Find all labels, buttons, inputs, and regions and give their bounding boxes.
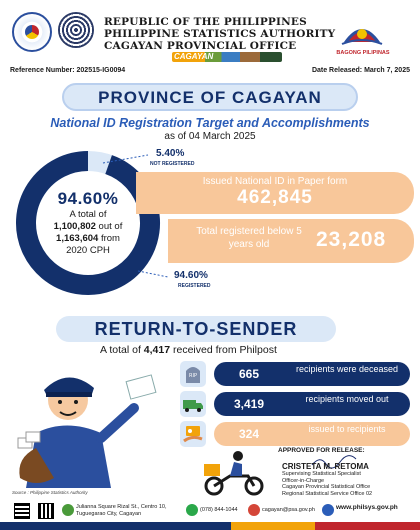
bagong-pilipinas-logo-icon — [338, 14, 386, 48]
delivery-rider-icon — [200, 446, 270, 496]
paper-id-value: 462,845 — [237, 187, 313, 208]
below-five-label: Total registered below 5 years old — [196, 226, 302, 250]
address-line-2: Tuguegarao City, Cagayan — [76, 510, 142, 517]
reference-number: Reference Number: 202515-IG0094 — [10, 67, 126, 74]
issued-value: 324 — [214, 422, 284, 446]
donut-line-1: A total of — [69, 209, 107, 220]
below-five-value: 23,208 — [316, 228, 387, 251]
rts-row-moved-out — [180, 392, 414, 416]
approved-heading: APPROVED FOR RELEASE: — [278, 447, 365, 454]
province-title-banner — [62, 83, 358, 111]
location-icon — [62, 504, 74, 516]
org-name — [104, 16, 344, 52]
as-of-date: as of 04 March 2025 — [164, 131, 256, 142]
return-to-sender-title: RETURN-TO-SENDER — [94, 319, 298, 339]
donut-line-3 — [30, 233, 146, 245]
donut-center-text — [30, 189, 146, 257]
rts-row-issued — [180, 422, 414, 446]
bagong-pilipinas-text: BAGONG PILIPINAS — [336, 50, 390, 56]
email-icon — [248, 504, 260, 516]
subtitle: National ID Registration Target and Accomplishments — [50, 116, 370, 130]
paper-id-pill — [136, 172, 414, 214]
footer-address — [76, 504, 167, 517]
org-line-3: CAGAYAN PROVINCIAL OFFICE — [104, 40, 297, 52]
moving-truck-icon — [180, 391, 206, 417]
registered-count: 1,100,802 — [53, 221, 96, 232]
approver-title-3: Cagayan Provincial Statistical Office — [282, 484, 371, 490]
below-five-pill — [168, 219, 414, 263]
rts-total-value: 4,417 — [143, 344, 171, 356]
donut-line-4: 2020 CPH — [66, 245, 110, 256]
donut-line-2 — [30, 221, 146, 233]
date-released: Date Released: March 7, 2025 — [311, 67, 410, 74]
not-registered-pct: 5.40% — [156, 148, 185, 159]
source-note: Source : Philippine Statistics Authority — [12, 490, 88, 495]
address-line-1: Julianna Square Rizal St., Centro 10, — [76, 504, 167, 510]
footer-website[interactable]: www.philsys.gov.ph — [336, 504, 398, 511]
cagayan-banner-word: CAGAYAN — [174, 52, 214, 61]
mailman-illustration-icon — [6, 338, 166, 488]
paper-id-label: Issued National ID in Paper form — [202, 176, 348, 187]
bottom-color-stripe — [0, 522, 420, 530]
target-count: 1,163,604 — [56, 233, 99, 244]
rts-total-prefix: A total of — [100, 344, 144, 356]
approver-title-2: Officer-in-Charge — [282, 477, 325, 484]
approver-titles — [282, 471, 418, 497]
psa-seal-icon — [12, 12, 52, 52]
footer-phone[interactable]: (078) 844-1044 — [200, 507, 238, 513]
moved-out-value: 3,419 — [214, 392, 284, 416]
not-registered-label: NOT REGISTERED — [150, 161, 195, 167]
org-line-1: REPUBLIC OF THE PHILIPPINES — [104, 16, 307, 28]
phone-icon — [186, 504, 198, 516]
donut-line-2-rest: out of — [95, 221, 123, 232]
approver-name: CRISTETA M. RETOMA — [282, 462, 369, 471]
qr-code-icon — [14, 503, 30, 519]
rip-tombstone-icon — [180, 361, 206, 387]
header — [0, 0, 420, 66]
deceased-label: recipients were deceased — [284, 362, 410, 386]
svg-text:RIP: RIP — [189, 373, 197, 379]
deceased-value: 665 — [214, 362, 284, 386]
footer-email[interactable]: cagayan@psa.gov.ph — [262, 507, 315, 513]
province-title: PROVINCE OF CAGAYAN — [98, 88, 322, 107]
id-card-hand-icon — [180, 421, 206, 447]
registered-leader-line — [138, 271, 168, 277]
approver-title-4: Regional Statistical Service Office 02 — [282, 490, 373, 497]
qr-code-icon-2 — [38, 503, 54, 519]
registered-pct: 94.60% — [174, 270, 208, 281]
registered-label: REGISTERED — [178, 283, 211, 289]
globe-icon — [322, 504, 334, 516]
approver-title-1: Supervising Statistical Specialist — [282, 471, 361, 477]
donut-center-pct: 94.60% — [57, 189, 119, 208]
org-line-2: PHILIPPINE STATISTICS AUTHORITY — [104, 28, 336, 40]
moved-out-label: recipients moved out — [284, 392, 410, 416]
rts-row-deceased — [180, 362, 414, 386]
rts-total-suffix: received from Philpost — [170, 344, 277, 356]
issued-label: issued to recipients — [284, 422, 410, 446]
donut-line-3-rest: from — [98, 233, 120, 244]
fingerprint-logo-icon — [58, 12, 94, 48]
reference-bar — [10, 67, 410, 74]
